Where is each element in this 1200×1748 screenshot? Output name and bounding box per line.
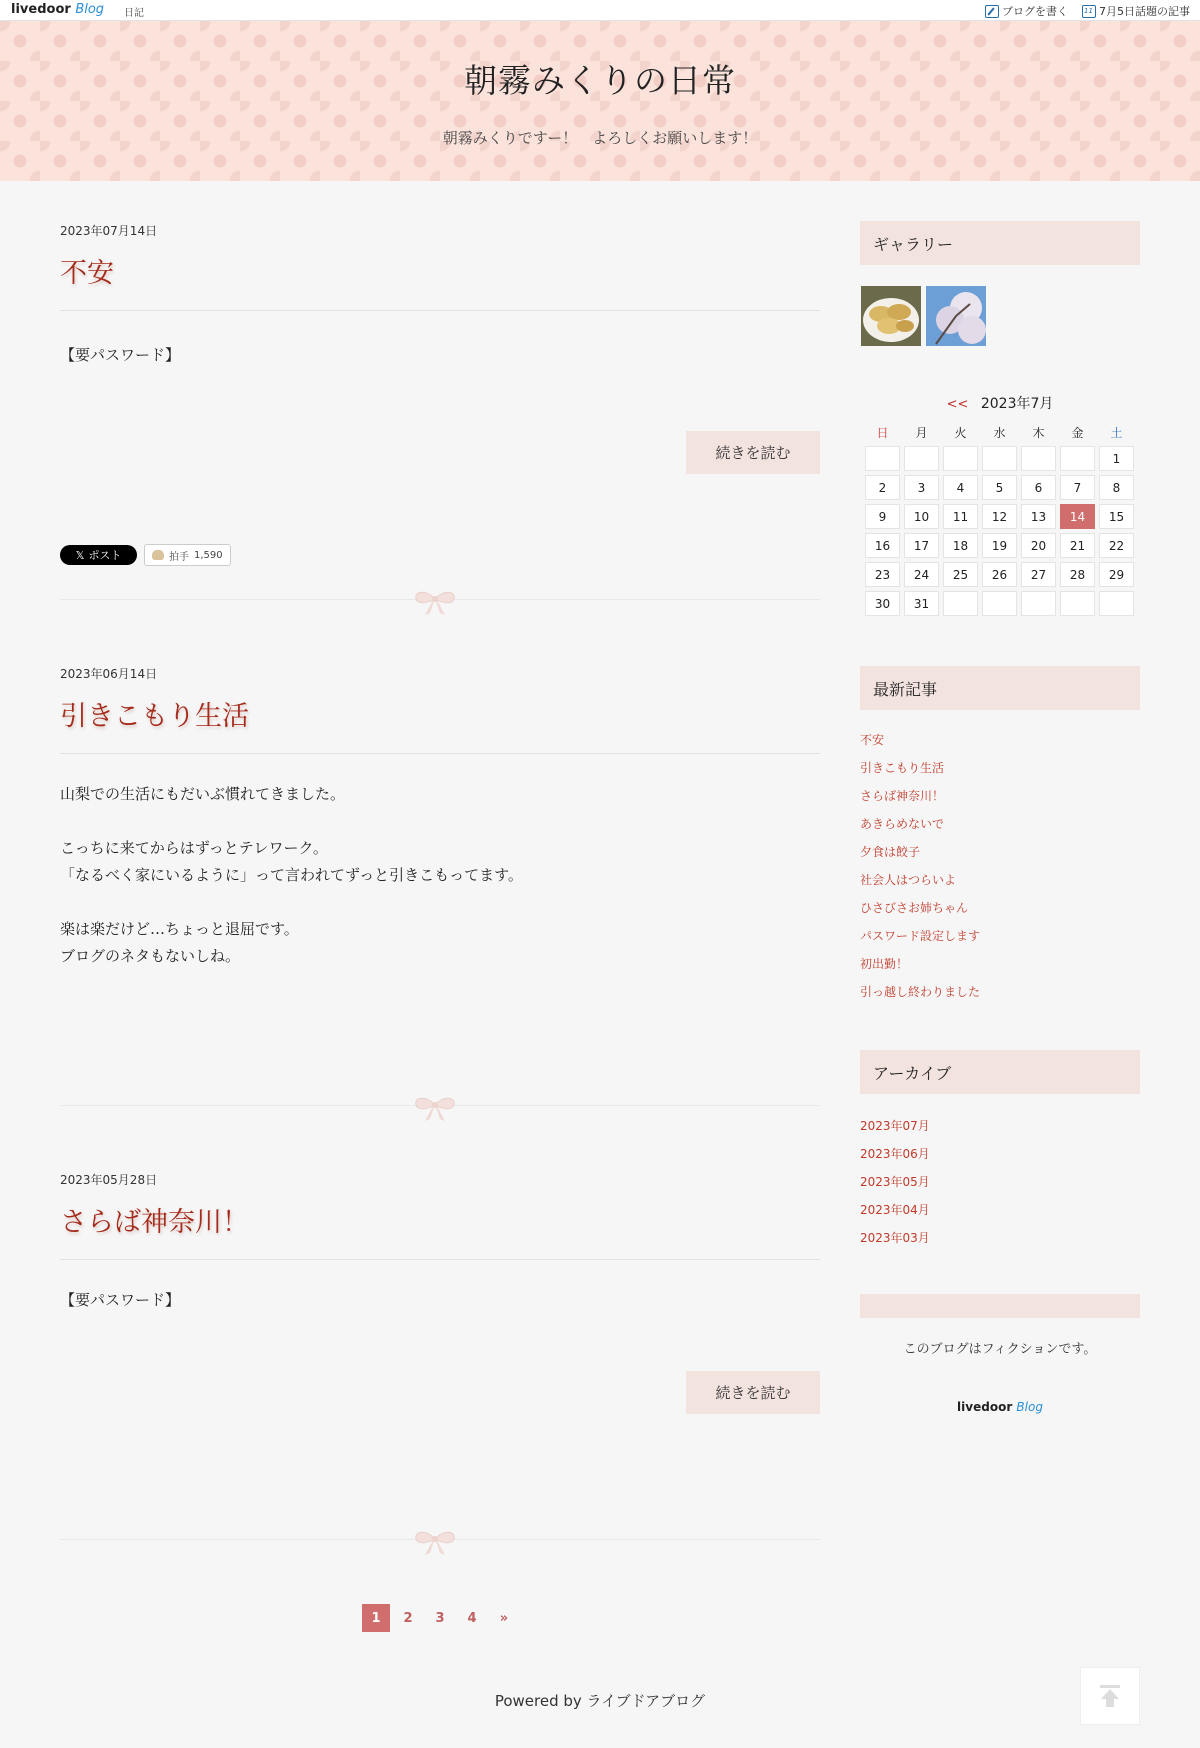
calendar-day[interactable]: 5 — [982, 475, 1017, 500]
calendar-week — [865, 446, 1134, 471]
calendar-day[interactable]: 31 — [904, 591, 939, 616]
sidebar-livedoor-logo[interactable] — [860, 1400, 1140, 1414]
note-heading-bar — [860, 1294, 1140, 1318]
article-date: 2023年05月28日 — [60, 1173, 158, 1187]
blog-description: 朝霧みくりですー！ よろしくお願いします！ — [442, 129, 758, 147]
clap-count: 1,590 — [194, 549, 223, 561]
clap-label: 拍手 — [169, 551, 189, 563]
article-body: 【要パスワード】 — [60, 1291, 181, 1309]
calendar-day[interactable]: 1 — [1099, 446, 1134, 471]
calendar-day[interactable]: 24 — [904, 562, 939, 587]
calendar-icon — [1082, 5, 1096, 18]
weekday-fri: 金 — [1071, 425, 1084, 440]
calendar-week — [865, 475, 1134, 500]
calendar-table — [861, 418, 1138, 620]
bow-divider-icon — [412, 587, 458, 617]
archive-list — [860, 1112, 1140, 1252]
sidebar-note-block — [860, 1294, 1140, 1318]
title-divider — [60, 1259, 820, 1260]
calendar-day[interactable]: 9 — [865, 504, 900, 529]
weekday-mon: 月 — [915, 425, 928, 440]
read-more-button[interactable]: 続きを読む — [686, 1371, 820, 1414]
calendar-week — [865, 591, 1134, 616]
sidebar-recent — [860, 666, 1140, 1006]
calendar-day[interactable]: 7 — [1060, 475, 1095, 500]
body-line: こっちに来てからはずっとテレワーク。 — [60, 839, 328, 857]
read-more-button[interactable]: 続きを読む — [686, 431, 820, 474]
archive-month-link[interactable]: 2023年07月 — [860, 1119, 930, 1133]
calendar-day[interactable]: 12 — [982, 504, 1017, 529]
article-title[interactable]: さらば神奈川！ — [60, 1207, 249, 1238]
calendar-day[interactable]: 27 — [1021, 562, 1056, 587]
calendar-day[interactable]: 21 — [1060, 533, 1095, 558]
calendar-empty-cell — [943, 591, 978, 616]
recent-article-link[interactable]: 初出勤！ — [860, 957, 909, 971]
sidebar-gallery — [860, 221, 1140, 265]
calendar-header — [860, 393, 1140, 413]
pagination — [362, 1604, 518, 1632]
sidebar-archive — [860, 1050, 1140, 1252]
blog-category-link[interactable]: 日記 — [124, 8, 144, 19]
weekday-sun: 日 — [876, 425, 889, 440]
recent-article-link[interactable]: 不安 — [860, 733, 885, 747]
calendar-day[interactable]: 22 — [1099, 533, 1134, 558]
back-to-top-button[interactable] — [1080, 1667, 1140, 1725]
powered-by[interactable]: Powered by ライブドアブログ — [494, 1692, 706, 1710]
sidebar-logo-blog: Blog — [1016, 1400, 1043, 1414]
article-3 — [60, 1171, 820, 1571]
calendar-day[interactable]: 11 — [943, 504, 978, 529]
article-body: 【要パスワード】 — [60, 346, 181, 364]
calendar-day[interactable]: 20 — [1021, 533, 1056, 558]
write-blog-link[interactable] — [985, 3, 1068, 19]
clap-icon — [152, 550, 164, 560]
calendar-day[interactable]: 15 — [1099, 504, 1134, 529]
calendar-day[interactable]: 3 — [904, 475, 939, 500]
calendar-day[interactable]: 26 — [982, 562, 1017, 587]
body-line: 山梨での生活にもだいぶ慣れてきました。 — [60, 785, 346, 803]
calendar-prev-link[interactable]: << — [946, 397, 969, 412]
article-title[interactable]: 不安 — [60, 258, 114, 289]
recent-article-link[interactable]: あきらめないで — [860, 817, 945, 831]
gallery-heading: ギャラリー — [860, 221, 1140, 265]
logo-main-text: livedoor — [11, 2, 71, 17]
calendar-days — [865, 446, 1134, 616]
recent-heading: 最新記事 — [860, 666, 1140, 710]
arrow-up-icon — [1097, 1683, 1123, 1709]
body-line — [60, 808, 523, 835]
body-line: 楽は楽だけど…ちょっと退屈です。 — [60, 920, 299, 938]
article-date: 2023年06月14日 — [60, 667, 158, 681]
calendar-day[interactable]: 28 — [1060, 562, 1095, 587]
calendar-empty-cell — [982, 591, 1017, 616]
calendar-day[interactable]: 8 — [1099, 475, 1134, 500]
calendar-day[interactable]: 13 — [1021, 504, 1056, 529]
article-title[interactable]: 引きこもり生活 — [60, 701, 249, 732]
recent-article-link[interactable]: 社会人はつらいよ — [860, 873, 957, 887]
calendar-empty-cell — [1060, 446, 1095, 471]
calendar-day[interactable]: 4 — [943, 475, 978, 500]
recent-list — [860, 726, 1140, 1006]
calendar-empty-cell — [1060, 591, 1095, 616]
page-3-link[interactable]: 3 — [435, 1610, 445, 1626]
archive-month-link[interactable]: 2023年04月 — [860, 1203, 930, 1217]
recent-article-link[interactable]: 引っ越し終わりました — [860, 985, 981, 999]
calendar-empty-cell — [1021, 446, 1056, 471]
title-divider — [60, 753, 820, 754]
x-logo-icon: 𝕏 — [75, 548, 85, 562]
bow-divider-icon — [412, 1527, 458, 1557]
calendar-empty-cell — [1021, 591, 1056, 616]
archive-heading: アーカイブ — [860, 1050, 1140, 1094]
weekday-wed: 水 — [993, 425, 1006, 440]
calendar-week — [865, 504, 1134, 529]
calendar-empty-cell — [904, 446, 939, 471]
pen-icon — [985, 5, 999, 18]
calendar-day[interactable]: 30 — [865, 591, 900, 616]
next-page-link[interactable]: » — [499, 1610, 509, 1626]
archive-month-link[interactable]: 2023年05月 — [860, 1175, 930, 1189]
weekday-tue: 火 — [954, 425, 967, 440]
article-body — [60, 781, 523, 970]
clap-button[interactable] — [144, 544, 231, 566]
page-1-link[interactable]: 1 — [362, 1604, 390, 1632]
archive-month-link[interactable]: 2023年06月 — [860, 1147, 930, 1161]
recent-article-link[interactable]: ひさびさお姉ちゃん — [860, 901, 969, 915]
calendar-day[interactable]: 19 — [982, 533, 1017, 558]
weekday-sat: 土 — [1110, 425, 1123, 440]
calendar-day[interactable]: 16 — [865, 533, 900, 558]
calendar-day[interactable]: 10 — [904, 504, 939, 529]
archive-month-link[interactable]: 2023年03月 — [860, 1231, 930, 1245]
body-line: ブログのネタもないしね。 — [60, 947, 241, 965]
article-1 — [60, 222, 820, 612]
sidebar-logo-main: livedoor — [957, 1400, 1013, 1414]
x-post-button[interactable] — [60, 545, 137, 565]
weekday-thu: 木 — [1032, 425, 1045, 440]
page-4-link[interactable]: 4 — [467, 1610, 477, 1626]
livedoor-blog-logo[interactable] — [11, 2, 104, 17]
share-buttons — [60, 544, 231, 566]
blog-title[interactable]: 朝霧みくりの日常 — [464, 61, 736, 100]
calendar-day[interactable]: 2 — [865, 475, 900, 500]
recent-article-link[interactable]: 夕食は餃子 — [860, 845, 921, 859]
calendar-day[interactable]: 23 — [865, 562, 900, 587]
calendar-day[interactable]: 6 — [1021, 475, 1056, 500]
calendar-month: 2023年7月 — [980, 396, 1054, 412]
body-line — [60, 889, 523, 916]
article-date: 2023年07月14日 — [60, 224, 158, 238]
calendar-weekdays — [865, 422, 1134, 442]
topic-articles-link[interactable] — [1082, 3, 1190, 19]
calendar-day[interactable]: 25 — [943, 562, 978, 587]
sidebar-note: このブログはフィクションです。 — [903, 1342, 1097, 1357]
calendar-empty-cell — [1099, 591, 1134, 616]
calendar-day[interactable]: 14 — [1060, 504, 1095, 529]
blog-header — [0, 21, 1200, 181]
recent-article-link[interactable]: 引きこもり生活 — [860, 761, 945, 775]
calendar-week — [865, 533, 1134, 558]
calendar-day[interactable]: 17 — [904, 533, 939, 558]
topic-articles-label: 7月5日話題の記事 — [1099, 5, 1190, 18]
recent-article-link[interactable]: さらば神奈川！ — [860, 789, 945, 803]
calendar-empty-cell — [943, 446, 978, 471]
gallery-thumb-sakura[interactable] — [926, 286, 986, 346]
recent-article-link[interactable]: パスワード設定します — [860, 929, 981, 943]
calendar-day[interactable]: 29 — [1099, 562, 1134, 587]
title-divider — [60, 310, 820, 311]
gallery-thumb-gyoza[interactable] — [861, 286, 921, 346]
page-2-link[interactable]: 2 — [403, 1610, 413, 1626]
calendar-empty-cell — [982, 446, 1017, 471]
calendar-empty-cell — [865, 446, 900, 471]
calendar-week — [865, 562, 1134, 587]
body-line: 「なるべく家にいるように」って言われてずっと引きこもってます。 — [60, 866, 523, 884]
bow-divider-icon — [412, 1093, 458, 1123]
calendar-day[interactable]: 18 — [943, 533, 978, 558]
write-blog-label: ブログを書く — [1002, 5, 1068, 18]
livedoor-top-bar — [0, 0, 1200, 21]
article-2 — [60, 665, 820, 1125]
x-post-label: ポスト — [88, 549, 122, 562]
logo-blog-text: Blog — [75, 2, 105, 17]
